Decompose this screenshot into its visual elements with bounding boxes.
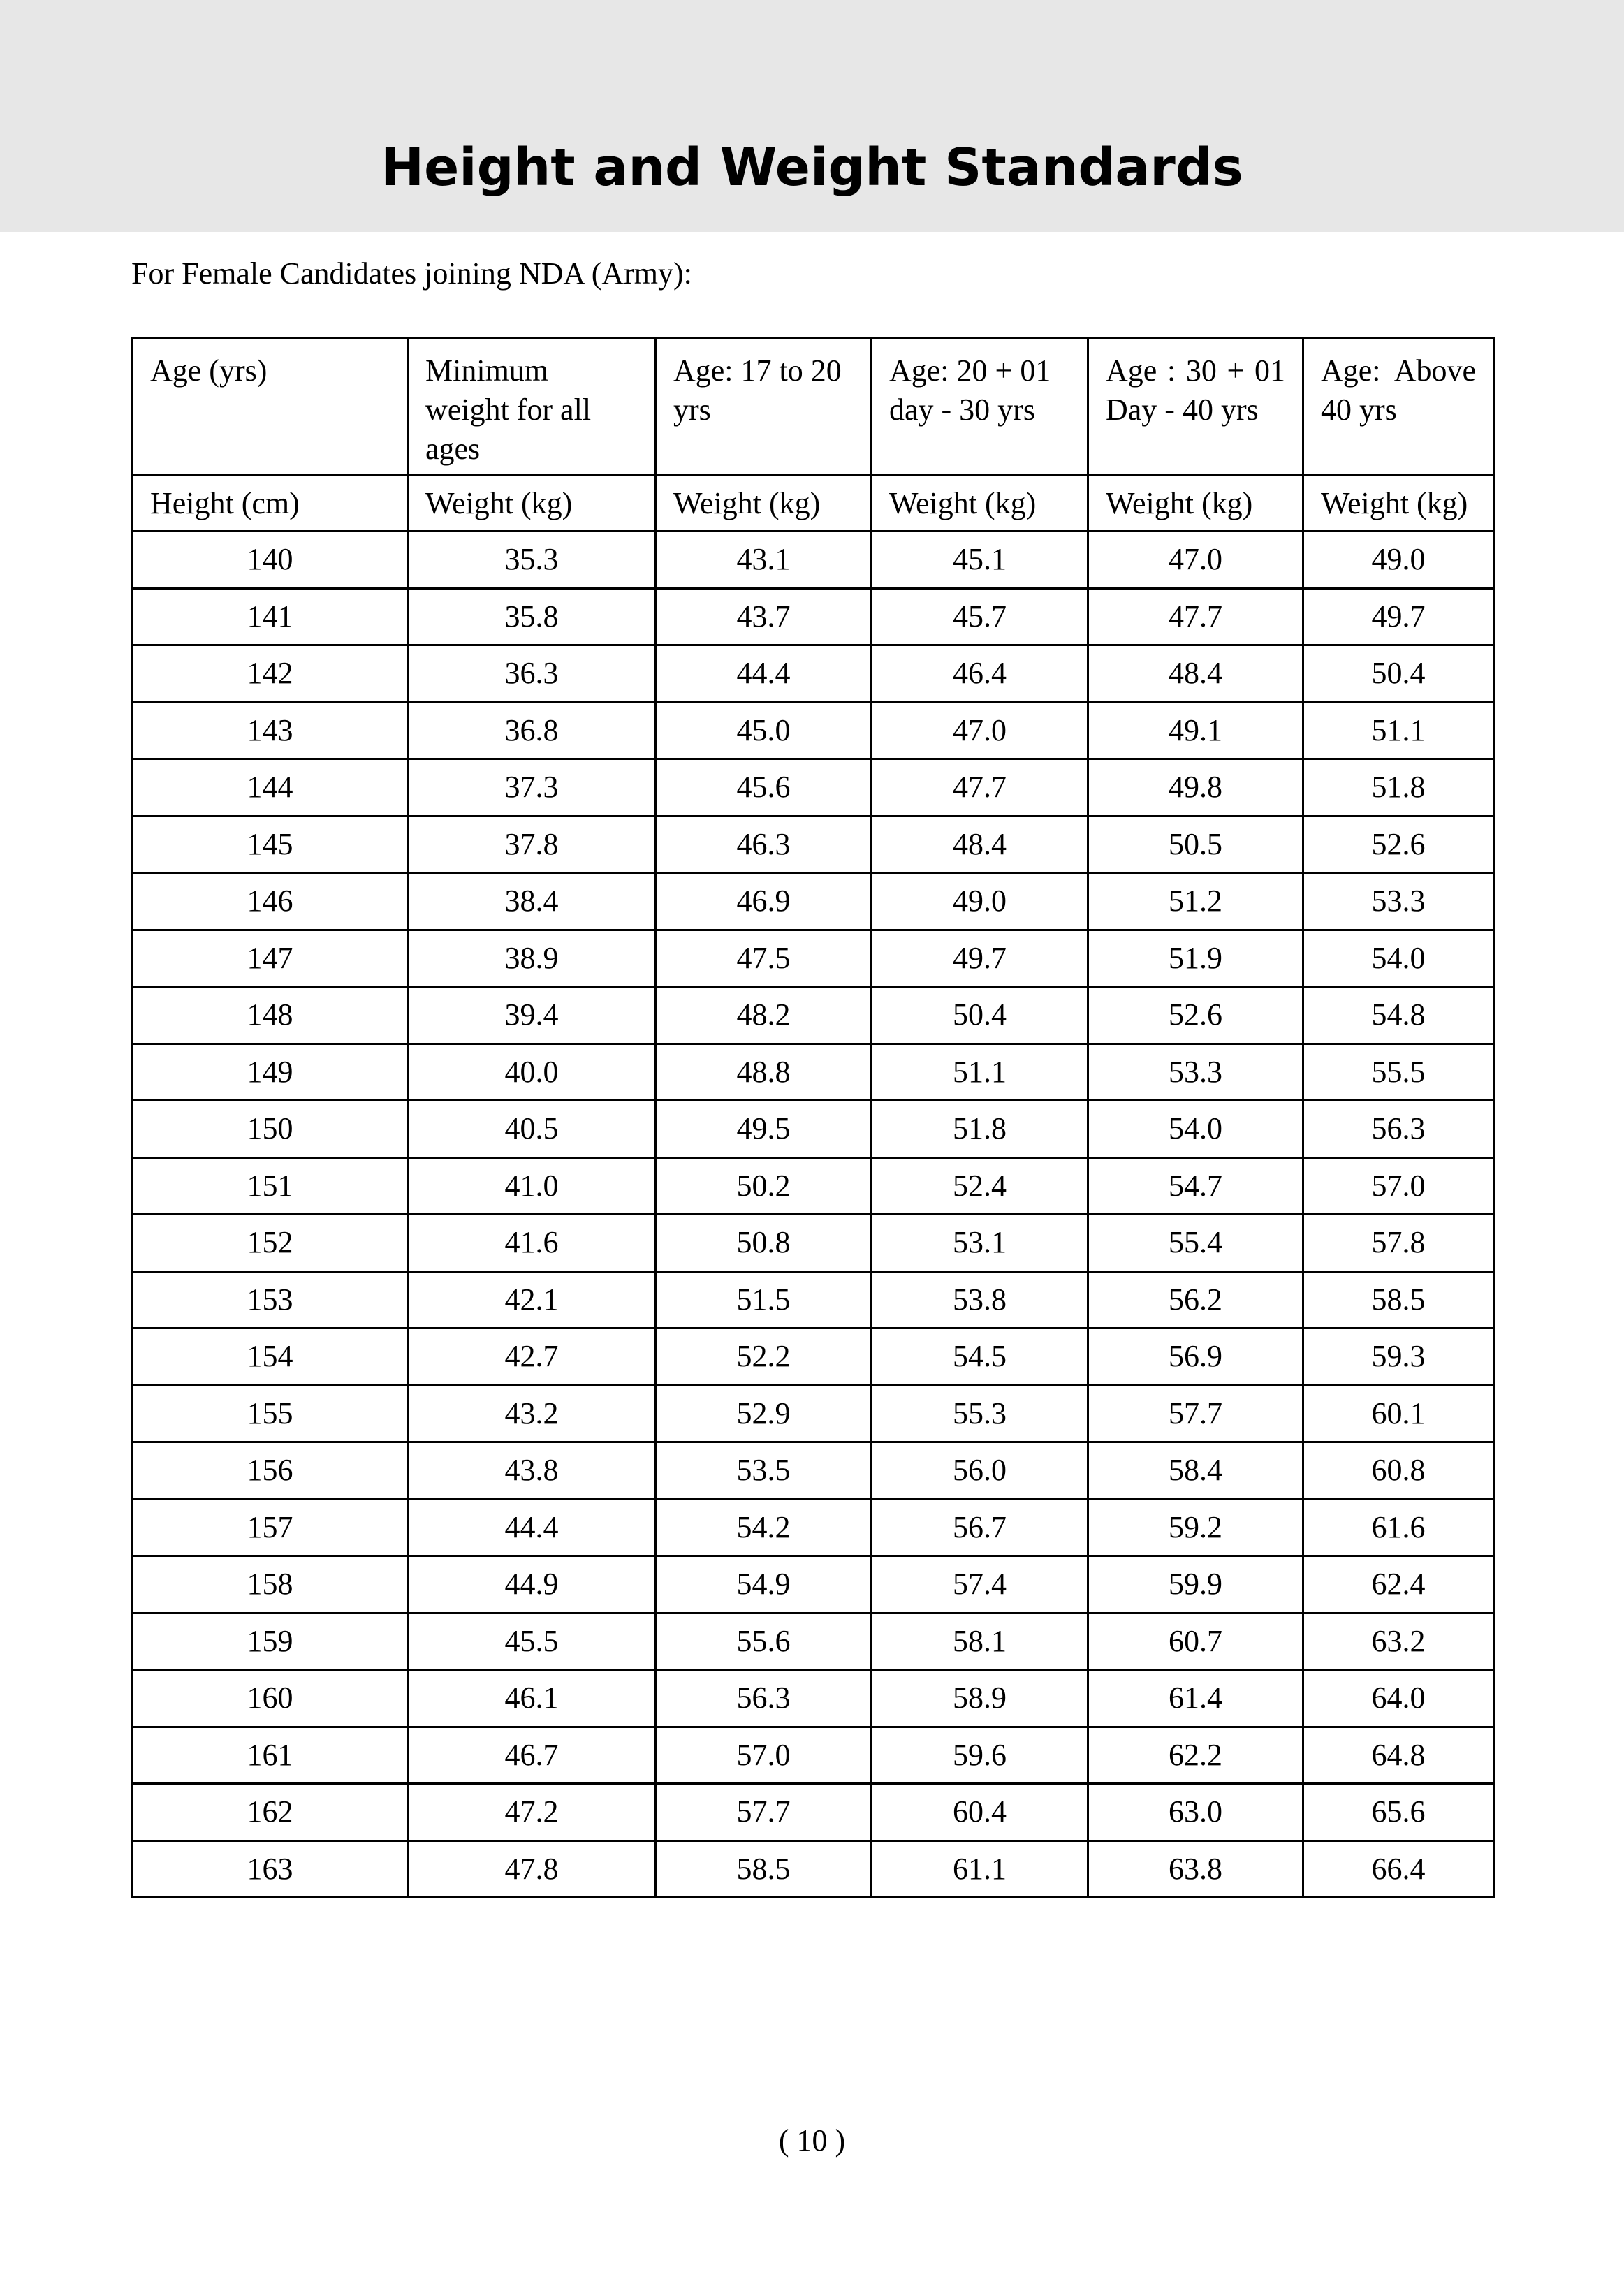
weight-20-30-cell: 58.1 (872, 1613, 1088, 1670)
weight-30-40-cell: 55.4 (1088, 1215, 1303, 1272)
table-row (133, 759, 1494, 817)
weight-20-30-cell: 52.4 (872, 1157, 1088, 1215)
weight-20-30-cell: 61.1 (872, 1840, 1088, 1898)
unit-cell-weight: Weight (kg) (656, 476, 872, 532)
table-row (133, 1556, 1494, 1613)
height-cell: 152 (133, 1215, 408, 1272)
weight-17-20-cell: 45.6 (656, 759, 872, 817)
minimum-weight-cell: 47.2 (408, 1784, 656, 1841)
height-cell: 156 (133, 1442, 408, 1500)
weight-above-40-cell: 55.5 (1303, 1044, 1494, 1101)
weight-above-40-cell: 63.2 (1303, 1613, 1494, 1670)
weight-20-30-cell: 45.7 (872, 588, 1088, 645)
page-number: ( 10 ) (778, 2123, 846, 2158)
weight-above-40-cell: 62.4 (1303, 1556, 1494, 1613)
weight-17-20-cell: 56.3 (656, 1670, 872, 1727)
unit-cell-weight: Weight (kg) (1088, 476, 1303, 532)
weight-17-20-cell: 53.5 (656, 1442, 872, 1500)
minimum-weight-cell: 42.7 (408, 1328, 656, 1386)
weight-30-40-cell: 59.2 (1088, 1499, 1303, 1556)
weight-17-20-cell: 44.4 (656, 645, 872, 703)
height-cell: 147 (133, 930, 408, 987)
table-row (133, 1670, 1494, 1727)
height-cell: 158 (133, 1556, 408, 1613)
header-cell-minimum-weight: Minimum weight for all ages (408, 338, 656, 476)
height-cell: 148 (133, 987, 408, 1044)
weight-17-20-cell: 58.5 (656, 1840, 872, 1898)
header-cell-age-17-20: Age: 17 to 20 yrs (656, 338, 872, 476)
height-cell: 162 (133, 1784, 408, 1841)
minimum-weight-cell: 43.2 (408, 1385, 656, 1442)
height-cell: 154 (133, 1328, 408, 1386)
minimum-weight-cell: 36.8 (408, 702, 656, 759)
weight-20-30-cell: 57.4 (872, 1556, 1088, 1613)
table-row (133, 702, 1494, 759)
weight-20-30-cell: 45.1 (872, 532, 1088, 589)
weight-above-40-cell: 64.0 (1303, 1670, 1494, 1727)
table-row (133, 1499, 1494, 1556)
weight-17-20-cell: 57.7 (656, 1784, 872, 1841)
weight-above-40-cell: 66.4 (1303, 1840, 1494, 1898)
minimum-weight-cell: 38.4 (408, 873, 656, 930)
weight-above-40-cell: 65.6 (1303, 1784, 1494, 1841)
header-cell-age-30-40: Age : 30 + 01 Day - 40 yrs (1088, 338, 1303, 476)
height-cell: 151 (133, 1157, 408, 1215)
weight-30-40-cell: 47.0 (1088, 532, 1303, 589)
table-row (133, 1271, 1494, 1328)
table-row (133, 987, 1494, 1044)
unit-cell-weight: Weight (kg) (408, 476, 656, 532)
weight-30-40-cell: 54.0 (1088, 1101, 1303, 1158)
weight-30-40-cell: 59.9 (1088, 1556, 1303, 1613)
weight-30-40-cell: 56.2 (1088, 1271, 1303, 1328)
weight-30-40-cell: 48.4 (1088, 645, 1303, 703)
weight-20-30-cell: 55.3 (872, 1385, 1088, 1442)
weight-above-40-cell: 61.6 (1303, 1499, 1494, 1556)
minimum-weight-cell: 44.9 (408, 1556, 656, 1613)
weight-20-30-cell: 56.7 (872, 1499, 1088, 1556)
weight-17-20-cell: 55.6 (656, 1613, 872, 1670)
table-row (133, 1727, 1494, 1784)
unit-cell-weight: Weight (kg) (1303, 476, 1494, 532)
table-row (133, 588, 1494, 645)
weight-30-40-cell: 54.7 (1088, 1157, 1303, 1215)
weight-20-30-cell: 49.7 (872, 930, 1088, 987)
weight-17-20-cell: 48.8 (656, 1044, 872, 1101)
table-row (133, 1044, 1494, 1101)
weight-30-40-cell: 62.2 (1088, 1727, 1303, 1784)
weight-20-30-cell: 58.9 (872, 1670, 1088, 1727)
table-row (133, 1385, 1494, 1442)
header-row (133, 338, 1494, 476)
minimum-weight-cell: 42.1 (408, 1271, 656, 1328)
weight-20-30-cell: 51.1 (872, 1044, 1088, 1101)
weight-30-40-cell: 52.6 (1088, 987, 1303, 1044)
weight-above-40-cell: 60.1 (1303, 1385, 1494, 1442)
weight-30-40-cell: 63.0 (1088, 1784, 1303, 1841)
weight-20-30-cell: 47.7 (872, 759, 1088, 817)
weight-30-40-cell: 58.4 (1088, 1442, 1303, 1500)
weight-17-20-cell: 57.0 (656, 1727, 872, 1784)
height-cell: 160 (133, 1670, 408, 1727)
weight-above-40-cell: 52.6 (1303, 816, 1494, 873)
weight-above-40-cell: 51.8 (1303, 759, 1494, 817)
unit-row (133, 476, 1494, 532)
weight-20-30-cell: 46.4 (872, 645, 1088, 703)
height-cell: 140 (133, 532, 408, 589)
height-cell: 155 (133, 1385, 408, 1442)
table-row (133, 1215, 1494, 1272)
table-row (133, 645, 1494, 703)
weight-30-40-cell: 47.7 (1088, 588, 1303, 645)
weight-above-40-cell: 51.1 (1303, 702, 1494, 759)
header-cell-age-above-40: Age: Above 40 yrs (1303, 338, 1494, 476)
weight-above-40-cell: 49.0 (1303, 532, 1494, 589)
weight-20-30-cell: 48.4 (872, 816, 1088, 873)
minimum-weight-cell: 37.8 (408, 816, 656, 873)
weight-17-20-cell: 50.2 (656, 1157, 872, 1215)
weight-20-30-cell: 50.4 (872, 987, 1088, 1044)
weight-20-30-cell: 49.0 (872, 873, 1088, 930)
height-cell: 149 (133, 1044, 408, 1101)
minimum-weight-cell: 36.3 (408, 645, 656, 703)
height-cell: 143 (133, 702, 408, 759)
height-cell: 142 (133, 645, 408, 703)
weight-17-20-cell: 54.9 (656, 1556, 872, 1613)
table-row (133, 930, 1494, 987)
minimum-weight-cell: 40.5 (408, 1101, 656, 1158)
table-row (133, 873, 1494, 930)
weight-17-20-cell: 43.1 (656, 532, 872, 589)
unit-cell-height: Height (cm) (133, 476, 408, 532)
minimum-weight-cell: 39.4 (408, 987, 656, 1044)
weight-above-40-cell: 57.0 (1303, 1157, 1494, 1215)
weight-above-40-cell: 57.8 (1303, 1215, 1494, 1272)
weight-17-20-cell: 54.2 (656, 1499, 872, 1556)
table-row (133, 816, 1494, 873)
weight-above-40-cell: 60.8 (1303, 1442, 1494, 1500)
minimum-weight-cell: 46.1 (408, 1670, 656, 1727)
minimum-weight-cell: 47.8 (408, 1840, 656, 1898)
minimum-weight-cell: 40.0 (408, 1044, 656, 1101)
minimum-weight-cell: 45.5 (408, 1613, 656, 1670)
weight-above-40-cell: 56.3 (1303, 1101, 1494, 1158)
height-weight-table (131, 337, 1495, 1898)
minimum-weight-cell: 38.9 (408, 930, 656, 987)
weight-20-30-cell: 53.8 (872, 1271, 1088, 1328)
weight-30-40-cell: 61.4 (1088, 1670, 1303, 1727)
weight-17-20-cell: 52.2 (656, 1328, 872, 1386)
minimum-weight-cell: 41.0 (408, 1157, 656, 1215)
height-cell: 157 (133, 1499, 408, 1556)
weight-17-20-cell: 52.9 (656, 1385, 872, 1442)
weight-17-20-cell: 49.5 (656, 1101, 872, 1158)
table-row (133, 1442, 1494, 1500)
weight-20-30-cell: 54.5 (872, 1328, 1088, 1386)
weight-20-30-cell: 59.6 (872, 1727, 1088, 1784)
minimum-weight-cell: 46.7 (408, 1727, 656, 1784)
header-cell-age: Age (yrs) (133, 338, 408, 476)
table-row (133, 532, 1494, 589)
weight-30-40-cell: 49.1 (1088, 702, 1303, 759)
weight-30-40-cell: 56.9 (1088, 1328, 1303, 1386)
weight-30-40-cell: 49.8 (1088, 759, 1303, 817)
weight-17-20-cell: 50.8 (656, 1215, 872, 1272)
weight-20-30-cell: 60.4 (872, 1784, 1088, 1841)
minimum-weight-cell: 37.3 (408, 759, 656, 817)
height-cell: 150 (133, 1101, 408, 1158)
weight-above-40-cell: 59.3 (1303, 1328, 1494, 1386)
weight-above-40-cell: 49.7 (1303, 588, 1494, 645)
unit-cell-weight: Weight (kg) (872, 476, 1088, 532)
height-cell: 144 (133, 759, 408, 817)
minimum-weight-cell: 43.8 (408, 1442, 656, 1500)
weight-20-30-cell: 53.1 (872, 1215, 1088, 1272)
table-row (133, 1784, 1494, 1841)
weight-30-40-cell: 63.8 (1088, 1840, 1303, 1898)
height-cell: 161 (133, 1727, 408, 1784)
weight-20-30-cell: 51.8 (872, 1101, 1088, 1158)
weight-above-40-cell: 50.4 (1303, 645, 1494, 703)
weight-20-30-cell: 56.0 (872, 1442, 1088, 1500)
table-body (133, 338, 1494, 1898)
minimum-weight-cell: 41.6 (408, 1215, 656, 1272)
table-caption: For Female Candidates joining NDA (Army): (131, 256, 692, 291)
table-row (133, 1101, 1494, 1158)
weight-30-40-cell: 53.3 (1088, 1044, 1303, 1101)
table-row (133, 1840, 1494, 1898)
weight-30-40-cell: 51.2 (1088, 873, 1303, 930)
weight-17-20-cell: 46.9 (656, 873, 872, 930)
height-cell: 153 (133, 1271, 408, 1328)
weight-30-40-cell: 57.7 (1088, 1385, 1303, 1442)
weight-above-40-cell: 54.8 (1303, 987, 1494, 1044)
weight-17-20-cell: 46.3 (656, 816, 872, 873)
header-cell-age-20-30: Age: 20 + 01 day - 30 yrs (872, 338, 1088, 476)
weight-17-20-cell: 45.0 (656, 702, 872, 759)
table-row (133, 1328, 1494, 1386)
height-cell: 145 (133, 816, 408, 873)
weight-17-20-cell: 47.5 (656, 930, 872, 987)
weight-30-40-cell: 51.9 (1088, 930, 1303, 987)
weight-above-40-cell: 54.0 (1303, 930, 1494, 987)
height-cell: 163 (133, 1840, 408, 1898)
weight-above-40-cell: 53.3 (1303, 873, 1494, 930)
minimum-weight-cell: 44.4 (408, 1499, 656, 1556)
weight-17-20-cell: 51.5 (656, 1271, 872, 1328)
weight-above-40-cell: 64.8 (1303, 1727, 1494, 1784)
minimum-weight-cell: 35.8 (408, 588, 656, 645)
weight-above-40-cell: 58.5 (1303, 1271, 1494, 1328)
height-cell: 146 (133, 873, 408, 930)
weight-17-20-cell: 48.2 (656, 987, 872, 1044)
table-row (133, 1157, 1494, 1215)
weight-20-30-cell: 47.0 (872, 702, 1088, 759)
table-row (133, 1613, 1494, 1670)
page-title: Height and Weight Standards (381, 138, 1243, 198)
weight-30-40-cell: 50.5 (1088, 816, 1303, 873)
minimum-weight-cell: 35.3 (408, 532, 656, 589)
weight-30-40-cell: 60.7 (1088, 1613, 1303, 1670)
weight-17-20-cell: 43.7 (656, 588, 872, 645)
height-cell: 159 (133, 1613, 408, 1670)
height-cell: 141 (133, 588, 408, 645)
